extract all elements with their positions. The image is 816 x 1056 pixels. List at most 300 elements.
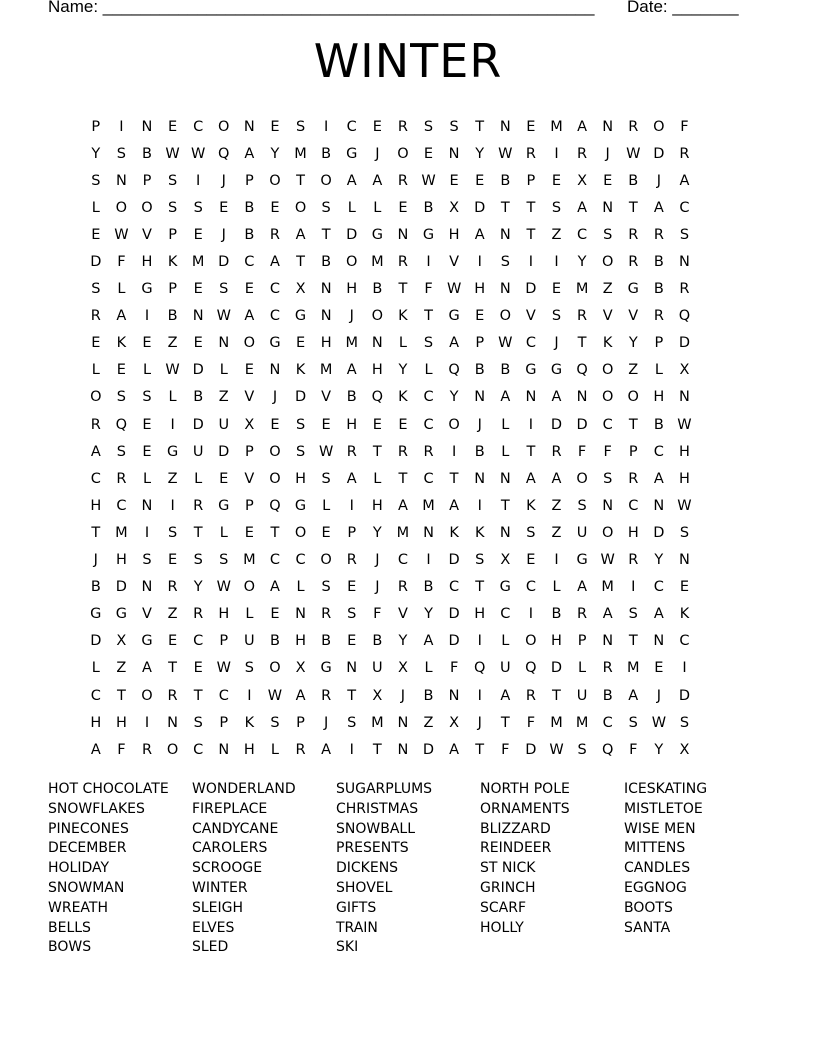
grid-letter: N [602,497,614,514]
grid-letter: H [320,335,332,352]
grid-letter: S [321,199,331,216]
grid-letter: D [653,145,665,162]
grid-letter: V [244,389,255,406]
grid-letter: T [270,524,280,541]
grid-letter: E [142,335,152,352]
grid-letter: E [219,470,229,487]
grid-row [83,736,697,763]
grid-letter: L [142,362,152,379]
grid-letter: G [448,308,460,325]
grid-letter: H [627,524,639,541]
grid-letter: C [525,579,536,596]
grid-letter: S [347,606,357,623]
grid-letter: F [526,714,536,731]
grid-letter: W [498,335,513,352]
grid-letter: R [397,172,408,189]
grid-letter: V [449,254,460,271]
grid-letter: T [500,714,510,731]
grid-letter: I [170,416,175,433]
grid-letter: E [91,226,101,243]
grid-letter: Y [449,389,459,406]
grid-letter: H [679,443,690,460]
grid-letter: L [552,579,561,596]
word-item: BOOTS [624,899,673,916]
grid-letter: F [629,741,638,758]
grid-letter: N [602,118,614,135]
grid-letter: S [295,443,306,460]
grid-letter: E [551,281,562,298]
word-item: ICESKATING [624,781,708,797]
grid-letter: R [346,552,357,569]
grid-letter: B [90,579,101,596]
grid-letter: E [270,416,280,433]
grid-letter: E [398,416,408,433]
grid-letter: J [324,714,329,731]
grid-letter: N [397,226,409,243]
grid-letter: A [397,497,408,514]
grid-letter: O [601,524,614,541]
word-column [48,780,192,958]
date-field-line: Date: _______ [627,0,739,16]
grid-letter: I [426,254,431,271]
grid-letter: J [400,687,406,704]
grid-letter: W [114,226,129,243]
grid-letter: V [525,308,536,325]
grid-letter: M [191,254,205,271]
grid-letter: H [90,497,102,514]
grid-letter: H [474,281,486,298]
grid-letter: G [166,443,179,460]
grid-letter: X [295,660,306,677]
grid-letter: S [219,552,229,569]
grid-letter: P [91,118,101,135]
grid-letter: H [115,714,127,731]
grid-letter: W [318,443,334,460]
grid-letter: H [115,552,127,569]
grid-letter: C [269,552,281,569]
grid-letter: D [678,687,691,704]
word-item: WINTER [192,879,248,896]
grid-letter: B [500,172,511,189]
grid-letter: Q [473,660,486,677]
grid-letter: E [142,443,152,460]
grid-letter: N [448,145,460,162]
grid-letter: B [423,199,434,216]
grid-letter: R [167,579,178,596]
grid-letter: R [577,145,588,162]
grid-letter: S [142,552,152,569]
grid-letter: I [119,118,124,135]
grid-letter: T [552,687,561,704]
grid-letter: R [269,226,280,243]
grid-letter: O [371,308,384,325]
grid-letter: G [627,281,639,298]
puzzle-title: WINTER [313,34,503,88]
grid-letter: X [500,552,511,569]
word-column [480,780,624,958]
grid-letter: I [554,145,559,162]
grid-letter: T [168,660,177,677]
grid-letter: U [576,524,588,541]
grid-letter: T [398,470,408,487]
letter-grid [83,113,697,763]
grid-row [83,357,697,384]
grid-letter: B [193,389,204,406]
grid-letter: J [656,172,661,189]
grid-letter: S [167,199,178,216]
grid-letter: A [423,633,434,650]
grid-letter: E [347,579,357,596]
grid-letter: U [244,633,255,650]
grid-letter: O [141,687,153,704]
grid-letter: T [449,470,459,487]
grid-letter: J [554,335,559,352]
grid-letter: N [576,389,588,406]
grid-letter: F [603,443,612,460]
grid-letter: J [221,226,226,243]
grid-letter: E [270,606,280,623]
grid-letter: N [346,660,358,677]
grid-letter: X [372,687,383,704]
grid-letter: C [244,254,255,271]
word-item: HOT CHOCOLATE [48,781,169,797]
grid-letter: A [653,199,664,216]
grid-letter: O [627,389,639,406]
grid-letter: N [115,172,127,189]
grid-letter: B [500,362,511,379]
grid-letter: N [499,524,511,541]
grid-letter: C [193,633,204,650]
grid-letter: T [91,524,101,541]
grid-letter: R [653,226,664,243]
grid-letter: S [347,714,357,731]
grid-letter: A [474,226,485,243]
grid-letter: S [244,660,254,677]
grid-letter: O [141,199,153,216]
grid-letter: N [192,308,204,325]
grid-letter: G [346,145,358,162]
grid-letter: A [90,443,101,460]
grid-letter: Z [602,281,613,298]
grid-letter: A [244,145,255,162]
word-item: MITTENS [624,840,686,857]
grid-letter: D [678,335,691,352]
grid-letter: R [628,552,639,569]
grid-letter: M [422,497,435,514]
grid-letter: Y [398,633,408,650]
grid-letter: B [321,633,332,650]
word-column [192,780,336,958]
grid-letter: C [423,416,434,433]
grid-letter: A [551,389,562,406]
grid-letter: T [500,199,510,216]
grid-letter: P [296,714,305,731]
grid-letter: S [500,254,510,271]
grid-letter: D [525,281,537,298]
grid-letter: S [295,118,306,135]
grid-letter: Z [218,389,229,406]
grid-letter: M [371,254,384,271]
grid-letter: O [269,660,281,677]
grid-letter: J [93,552,98,569]
grid-letter: L [91,362,100,379]
grid-row [83,601,697,628]
grid-letter: D [474,199,486,216]
grid-letter: E [116,362,126,379]
grid-letter: I [528,416,534,433]
grid-letter: S [603,470,613,487]
grid-letter: Y [270,145,280,162]
grid-letter: P [168,281,177,298]
word-item: ST NICK [480,860,536,877]
grid-letter: E [244,362,254,379]
grid-letter: X [449,714,460,731]
grid-letter: S [577,741,587,758]
grid-letter: L [424,660,433,677]
grid-letter: T [424,308,433,325]
grid-letter: O [499,308,511,325]
grid-letter: H [295,633,306,650]
grid-letter: J [656,687,661,704]
grid-letter: R [628,118,639,135]
grid-letter: O [448,416,460,433]
word-item: MISTLETOE [624,800,703,817]
grid-letter: C [295,552,306,569]
grid-letter: A [679,172,690,189]
grid-letter: A [525,470,536,487]
grid-letter: J [375,579,380,596]
grid-letter: I [426,552,431,569]
grid-row [83,167,697,194]
grid-letter: I [554,552,559,569]
grid-letter: G [294,308,307,325]
grid-letter: L [501,633,510,650]
grid-letter: S [91,281,101,298]
grid-letter: C [269,281,281,298]
grid-letter: Z [116,660,127,677]
grid-letter: E [526,118,536,135]
grid-letter: N [320,281,332,298]
grid-letter: B [321,145,332,162]
word-item: SUGARPLUMS [336,781,433,797]
grid-letter: O [269,470,281,487]
grid-letter: B [551,606,562,623]
grid-letter: Q [678,308,691,325]
grid-letter: E [193,660,203,677]
grid-letter: B [602,687,613,704]
grid-letter: O [90,389,102,406]
grid-letter: J [605,145,610,162]
grid-letter: C [628,497,639,514]
grid-letter: A [449,741,460,758]
grid-letter: Q [448,362,460,379]
grid-letter: O [346,254,358,271]
grid-letter: G [320,660,332,677]
grid-letter: O [525,633,537,650]
grid-letter: X [397,660,408,677]
grid-letter: L [424,362,433,379]
grid-letter: E [193,335,203,352]
grid-letter: I [170,497,175,514]
grid-letter: R [577,606,588,623]
grid-letter: A [116,308,127,325]
grid-letter: E [475,172,485,189]
grid-letter: K [295,362,306,379]
grid-letter: N [602,633,614,650]
grid-letter: M [319,362,333,379]
grid-letter: I [144,308,150,325]
grid-letter: C [653,579,664,596]
word-item: ELVES [192,919,235,936]
grid-letter: N [218,335,230,352]
grid-letter: D [448,606,460,623]
word-item: REINDEER [480,840,552,857]
grid-letter: W [677,416,692,433]
grid-letter: U [218,416,230,433]
grid-row [83,411,697,438]
grid-letter: H [295,470,306,487]
grid-letter: B [372,281,383,298]
grid-letter: A [577,199,588,216]
grid-letter: E [167,552,178,569]
grid-letter: Z [628,362,639,379]
grid-letter: N [141,579,153,596]
grid-letter: I [349,741,354,758]
grid-letter: N [320,308,332,325]
grid-letter: D [346,226,358,243]
grid-letter: S [628,606,638,623]
grid-row [83,682,697,709]
grid-letter: C [602,714,613,731]
grid-letter: R [628,470,639,487]
grid-letter: N [397,714,409,731]
grid-letter: V [142,606,152,623]
grid-letter: S [167,172,178,189]
grid-letter: H [243,741,255,758]
grid-letter: X [577,172,588,189]
word-column [624,780,768,958]
word-item: SLEIGH [192,899,244,916]
grid-letter: G [218,497,230,514]
grid-letter: F [680,118,689,135]
grid-letter: L [578,660,587,677]
grid-letter: E [167,118,178,135]
grid-row [83,248,697,275]
grid-letter: I [247,687,252,704]
grid-letter: E [321,416,331,433]
grid-letter: C [500,606,511,623]
grid-letter: Y [654,552,664,569]
grid-letter: W [216,579,231,596]
grid-letter: L [91,660,100,677]
grid-letter: M [371,714,384,731]
grid-letter: U [576,687,588,704]
grid-letter: O [269,443,281,460]
grid-letter: U [192,443,204,460]
grid-letter: X [679,362,690,379]
grid-row [83,628,697,655]
grid-letter: Y [475,145,485,162]
grid-letter: S [116,145,126,162]
grid-letter: A [372,172,383,189]
grid-letter: C [397,552,408,569]
grid-letter: K [474,524,485,541]
grid-letter: N [448,687,460,704]
grid-letter: L [373,470,382,487]
grid-letter: F [449,660,459,677]
grid-letter: D [294,389,307,406]
grid-letter: N [167,714,178,731]
grid-letter: X [116,633,127,650]
grid-letter: O [601,389,614,406]
grid-letter: S [423,335,434,352]
grid-letter: V [244,470,255,487]
grid-letter: Z [551,497,562,514]
word-item: SKI [336,939,359,956]
grid-letter: G [422,226,435,243]
grid-letter: I [144,714,150,731]
grid-letter: S [116,443,126,460]
grid-letter: T [193,687,203,704]
grid-letter: A [628,687,639,704]
grid-letter: K [602,335,613,352]
grid-letter: K [116,335,127,352]
grid-letter: P [526,172,536,189]
grid-letter: S [628,714,638,731]
grid-letter: E [603,172,613,189]
grid-row [83,438,697,465]
grid-letter: C [269,308,281,325]
grid-letter: A [500,687,511,704]
grid-letter: A [295,226,306,243]
grid-letter: B [423,687,434,704]
grid-letter: W [651,714,667,731]
grid-letter: N [474,470,486,487]
grid-letter: C [577,226,588,243]
grid-letter: F [424,281,433,298]
grid-letter: A [577,118,588,135]
grid-letter: I [196,172,201,189]
grid-letter: E [244,281,254,298]
grid-letter: K [244,714,255,731]
grid-letter: M [115,524,128,541]
grid-letter: E [193,281,203,298]
grid-letter: R [397,579,408,596]
grid-letter: C [423,470,434,487]
grid-letter: W [267,687,283,704]
word-item: SANTA [624,919,671,936]
word-item: WISE MEN [624,820,696,837]
grid-letter: C [679,633,690,650]
grid-letter: T [321,226,331,243]
grid-letter: F [117,741,126,758]
grid-letter: H [371,497,383,514]
grid-letter: C [423,389,434,406]
grid-letter: D [218,443,230,460]
grid-letter: H [90,714,102,731]
grid-letter: L [91,199,100,216]
grid-letter: W [549,741,564,758]
word-item: NORTH POLE [480,781,570,797]
grid-letter: P [347,524,357,541]
word-item: CAROLERS [192,840,268,857]
grid-letter: D [576,416,588,433]
grid-row [83,140,697,167]
grid-letter: A [346,470,357,487]
grid-letter: T [475,118,485,135]
grid-letter: R [116,470,127,487]
grid-letter: L [194,470,203,487]
